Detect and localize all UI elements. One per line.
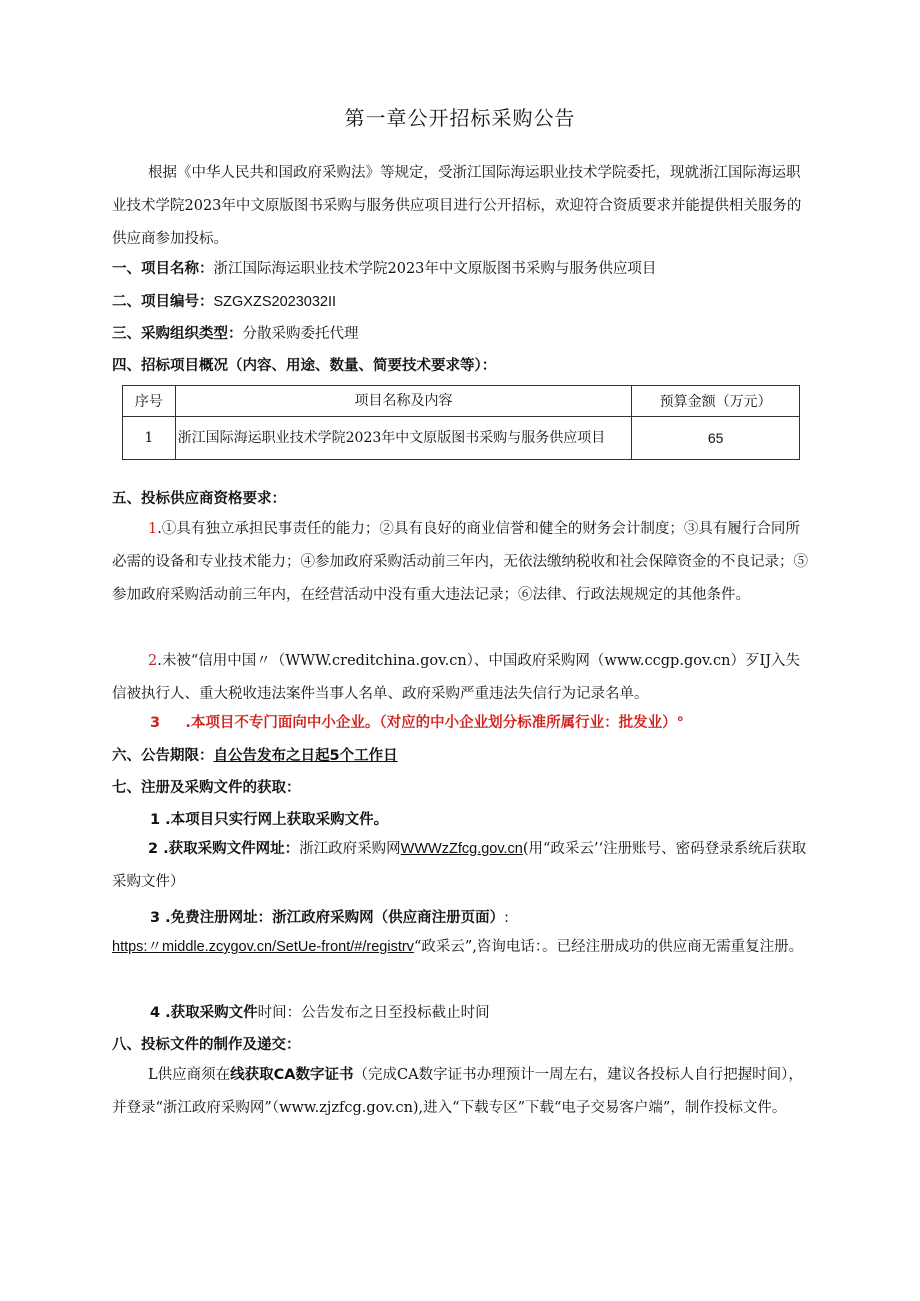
- section-qualification-heading: 五、投标供应商资格要求：: [112, 491, 286, 507]
- item-text: L供应商须在: [148, 1067, 231, 1083]
- item-emphasis: 线获取CA数字证书: [230, 1067, 354, 1083]
- item-number: 2: [148, 653, 158, 669]
- item-number: 3: [150, 715, 161, 731]
- item-text: .未被“信用中国〃（WWW.creditchina.gov.cn）、中国政府采购网（www.ccgp.gov.cn）歹IJ入失信被执行人、重大税收违法案件当事人名单、政府采购严重违法失信行为记录名单。: [112, 653, 801, 702]
- procurement-type-value: 分散采购委托代理: [242, 326, 359, 342]
- submission-paragraph: [112, 1059, 812, 1125]
- item-label: 2 .获取采购文件网址：: [148, 841, 300, 857]
- section-registration-heading: 七、注册及采购文件的获取：: [112, 780, 301, 796]
- intro-paragraph: 根据《中华人民共和国政府采购法》等规定，受浙江国际海运职业技术学院委托，现就浙江国际海运职业技术学院2023年中文原版图书采购与服务供应项目进行公开招标，欢迎符合资质要求并能提供相关服务的供应商参加投标。: [112, 165, 802, 247]
- table-header-cell: 预算金额（万元）: [632, 386, 800, 417]
- table-row: [123, 417, 800, 460]
- table-cell-budget: 65: [632, 417, 800, 460]
- section-project-name: [112, 257, 656, 278]
- table-header-row: [123, 386, 800, 417]
- item-site-name: 浙江政府采购网: [299, 841, 401, 857]
- section-label: 三、采购组织类型：: [112, 326, 243, 342]
- item-text: （完成CA数字证书办理预计一周左右，建议各投标人自行把握时间），并登录“浙江政府采购网”（www.zjzfcg.gov.cn),进入“下载专区”下载“电子交易客户端”，制作投标文件。: [112, 1067, 803, 1116]
- section-label: 六、公告期限：: [112, 748, 214, 764]
- item-colon: :: [504, 910, 510, 926]
- item-text: 时间：公告发布之日至投标截止时间: [257, 1005, 490, 1021]
- section-submission-heading: 八、投标文件的制作及递交：: [112, 1037, 301, 1053]
- registration-item-2: [112, 833, 812, 899]
- table-cell-number: 1: [123, 417, 176, 460]
- table-cell-name: 浙江国际海运职业技术学院2023年中文原版图书采购与服务供应项目: [175, 417, 632, 460]
- section-notice-period: [112, 744, 398, 765]
- registration-item-4: [150, 1001, 490, 1022]
- item-label: 4 .获取采购文件: [150, 1005, 258, 1021]
- item-number: 1: [148, 521, 158, 537]
- item-text: .本项目不专门面向中小企业。（对应的中小企业划分标准所属行业：批发业）°: [185, 715, 684, 731]
- project-number-value: SZGXZS2023032II: [213, 294, 337, 310]
- section-label: 二、项目编号：: [112, 294, 214, 310]
- item-text: .①具有独立承担民事责任的能力；②具有良好的商业信誉和健全的财务会计制度；③具有履行合同所必需的设备和专业技术能力；④参加政府采购活动前三年内，无依法缴纳税收和社会保障资金的不良记录；⑤参加政府采购活动前三年内，在经营活动中没有重大违法记录；⑥法律、行政法规规定的其他条件。: [112, 521, 808, 603]
- project-table: [122, 385, 800, 460]
- notice-period-value: 自公告发布之日起5个工作日: [213, 748, 398, 764]
- registration-url-link[interactable]: https:〃middle.zcygov.cn/SetUe-front/#/registrv: [112, 939, 414, 955]
- table-header-cell: 序号: [123, 386, 176, 417]
- section-overview-heading: 四、招标项目概况（内容、用途、数量、简要技术要求等）：: [112, 358, 497, 374]
- item-text: (用“政采云’‘注册账号、密码登录系统后获取采购文件）: [112, 841, 807, 890]
- procurement-url-link[interactable]: WWWzZfcg.gov.cn: [400, 841, 523, 857]
- item-label: 3 .免费注册网址：浙江政府采购网（供应商注册页面）: [150, 910, 505, 926]
- item-text: “政采云”,咨询电话：。已经注册成功的供应商无需重复注册。: [413, 939, 804, 955]
- registration-url-paragraph: [112, 931, 812, 964]
- qualification-item-3: [150, 711, 684, 732]
- project-name-value: 浙江国际海运职业技术学院2023年中文原版图书采购与服务供应项目: [213, 261, 657, 277]
- table-header-cell: 项目名称及内容: [175, 386, 632, 417]
- qualification-item-2: [112, 645, 812, 711]
- section-project-number: [112, 290, 336, 311]
- registration-item-1: 1 .本项目只实行网上获取采购文件。: [150, 812, 389, 828]
- section-procurement-type: [112, 322, 359, 343]
- registration-item-3: [150, 906, 509, 927]
- qualification-item-1: [112, 513, 812, 612]
- section-label: 一、项目名称：: [112, 261, 214, 277]
- page-title: 第一章公开招标采购公告: [344, 106, 576, 130]
